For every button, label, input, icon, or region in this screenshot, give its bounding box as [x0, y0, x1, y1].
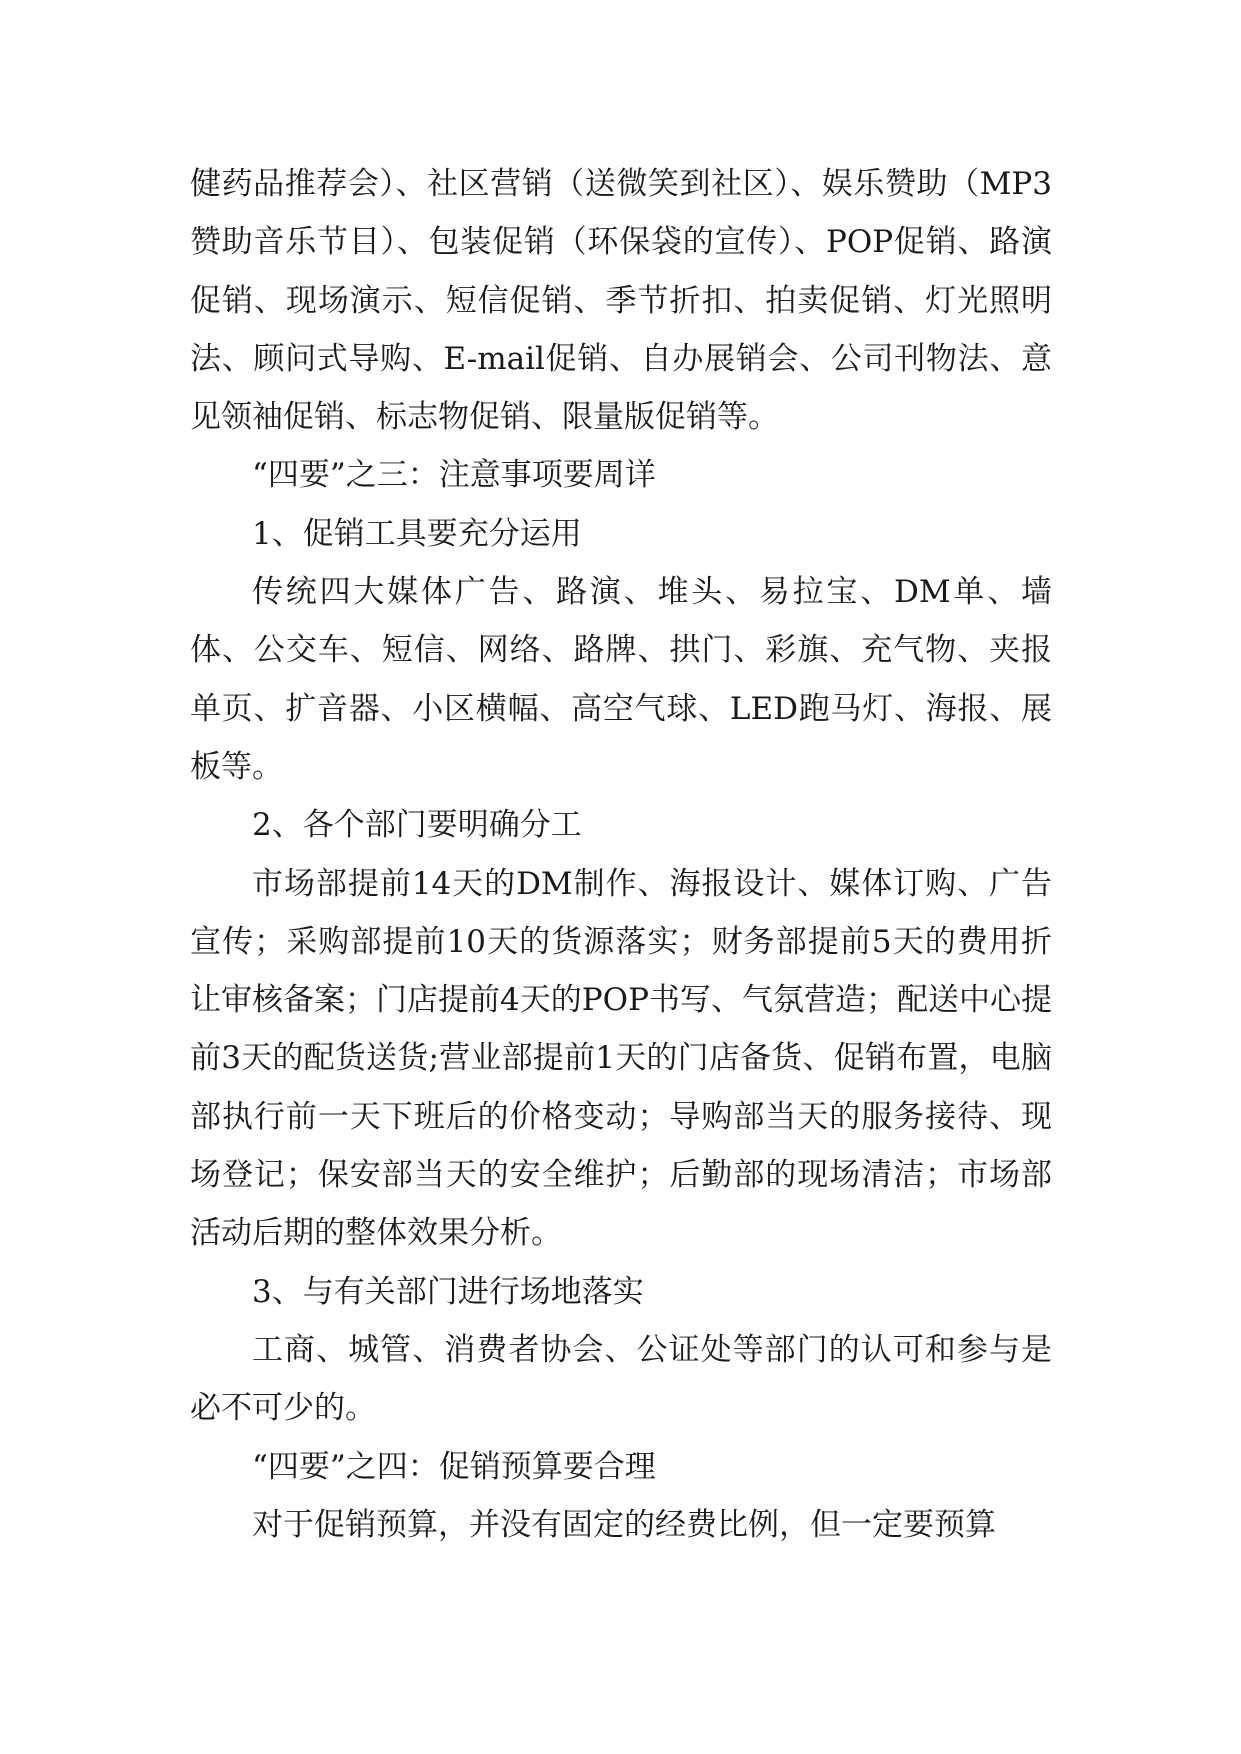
paragraph: 工商、城管、消费者协会、公证处等部门的认可和参与是必不可少的。	[190, 1331, 1052, 1427]
section-heading: “四要”之四：促销预算要合理	[252, 1448, 656, 1485]
paragraph: 健药品推荐会）、社区营销（送微笑到社区）、娱乐赞助（MP3赞助音乐节目）、包装促销（环保袋的宣传）、POP促销、路演促销、现场演示、短信促销、季节折扣、拍卖促销、灯光照明法、顾问式导购、E-mail促销、自办展销会、公司刊物法、意见领袖促销、标志物促销、限量版促销等。	[190, 166, 1052, 436]
paragraph: 传统四大媒体广告、路演、堆头、易拉宝、DM单、墙体、公交车、短信、网络、路牌、拱门、彩旗、充气物、夹报单页、扩音器、小区横幅、高空气球、LED跑马灯、海报、展板等。	[190, 574, 1052, 785]
subsection-heading: 2、各个部门要明确分工	[252, 807, 582, 844]
subsection-heading: 3、与有关部门进行场地落实	[252, 1273, 644, 1310]
document-body	[190, 155, 1052, 1554]
paragraph: 对于促销预算，并没有固定的经费比例，但一定要预算	[252, 1506, 996, 1543]
section-heading: “四要”之三：注意事项要周详	[252, 457, 656, 494]
subsection-heading: 1、促销工具要充分运用	[252, 515, 582, 552]
paragraph: 市场部提前14天的DM制作、海报设计、媒体订购、广告宣传；采购部提前10天的货源落实；财务部提前5天的费用折让审核备案；门店提前4天的POP书写、气氛营造；配送中心提前3天的配货送货;营业部提前1天的门店备货、促销布置，电脑部执行前一天下班后的价格变动；导购部当天的服务接待、现场登记；保安部当天的安全维护；后勤部的现场清洁；市场部活动后期的整体效果分析。	[190, 865, 1052, 1252]
